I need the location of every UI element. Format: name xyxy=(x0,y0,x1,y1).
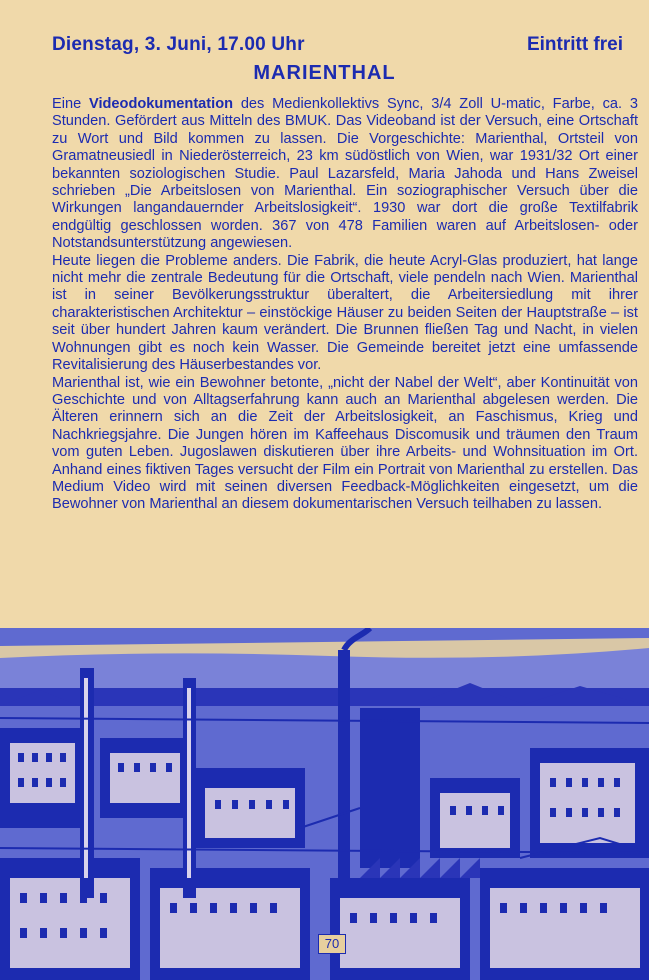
paragraph-intro xyxy=(52,96,638,253)
admission-note: Eintritt frei xyxy=(526,34,623,55)
event-title: MARIENTHAL xyxy=(253,62,396,84)
intro-text: des Medienkollektivs Sync, 3/4 Zoll U-matic, Farbe, ca. 3 Stunden. Gefördert aus Mitteln des BMUK. Das Videoband ist der Versuch, eine Ortschaft zu Wort und Bild kommen zu lassen. Die Vorgeschichte: Marienthal, Ortsteil von Gramatneusiedl in Niederösterreich, 23 km südöstlich von Wien, war 1931/32 Ort einer bekannten soziologischen Studie. Paul Lazarsfeld, Maria Jahoda und Hans Zweisel schrieben „Die Arbeitslosen von Marienthal. Ein soziographischer Versuch über die Wirkungen langandauernder Arbeitslosigkeit“. 1930 war dort die große Textilfabrik endgültig geschlossen worden. 367 von 478 Familien waren auf Arbeitslosen- oder Notstandsunterstützung angewiesen. xyxy=(52,96,638,252)
factory-town-illustration xyxy=(0,628,649,980)
description xyxy=(52,96,638,514)
event-date-time: Dienstag, 3. Juni, 17.00 Uhr xyxy=(52,34,305,55)
event-header xyxy=(52,34,623,62)
paragraph-today: Heute liegen die Probleme anders. Die Fabrik, die heute Acryl-Glas produziert, hat lange nicht mehr die zentrale Bedeutung für die Ortschaft, viele pendeln nach Wien. Marienthal ist in seiner Bevölkerungsstruktur überaltert, die Arbeitersiedlung mit ihrer charakteristischen Architektur – einstöckige Häuser zu beiden Seiten der Hauptstraße – ist seit über hundert Jahren kaum verändert. Die Brunnen fließen Tag und Nacht, in vielen Wohnungen gibt es noch kein Wasser. Die Gemeinde bereitet jetzt eine umfassende Revitalisierung des Häuserbestandes vor. xyxy=(52,252,638,374)
paragraph-continuity: Marienthal ist, wie ein Bewohner betonte, „nicht der Nabel der Welt“, aber Kontinuität von Geschichte und von Alltagserfahrung kann auch an Marienthal abgelesen werden. Die Älteren erinnern sich an die Zeit der Arbeitslosigkeit, an Faschismus, Krieg und Nachkriegsjahre. Die Jungen hören im Kaffeehaus Discomusik und träumen den Traum vom guten Leben. Jugoslawen diskutieren über ihre Arbeits- und Wohnsituation im Ort. Anhand eines fiktiven Tages versucht der Film ein Portrait von Marienthal zu erstellen. Das Medium Video wird mit seinen diversen Feedback-Möglichkeiten eingesetzt, um die Bewohner von Marienthal an diesem dokumentarischen Versuch teilhaben zu lassen. xyxy=(52,374,638,513)
intro-bold-term: Videodokumentation xyxy=(88,96,234,112)
intro-lead: Eine xyxy=(52,96,89,112)
page-number: 70 xyxy=(318,934,346,954)
